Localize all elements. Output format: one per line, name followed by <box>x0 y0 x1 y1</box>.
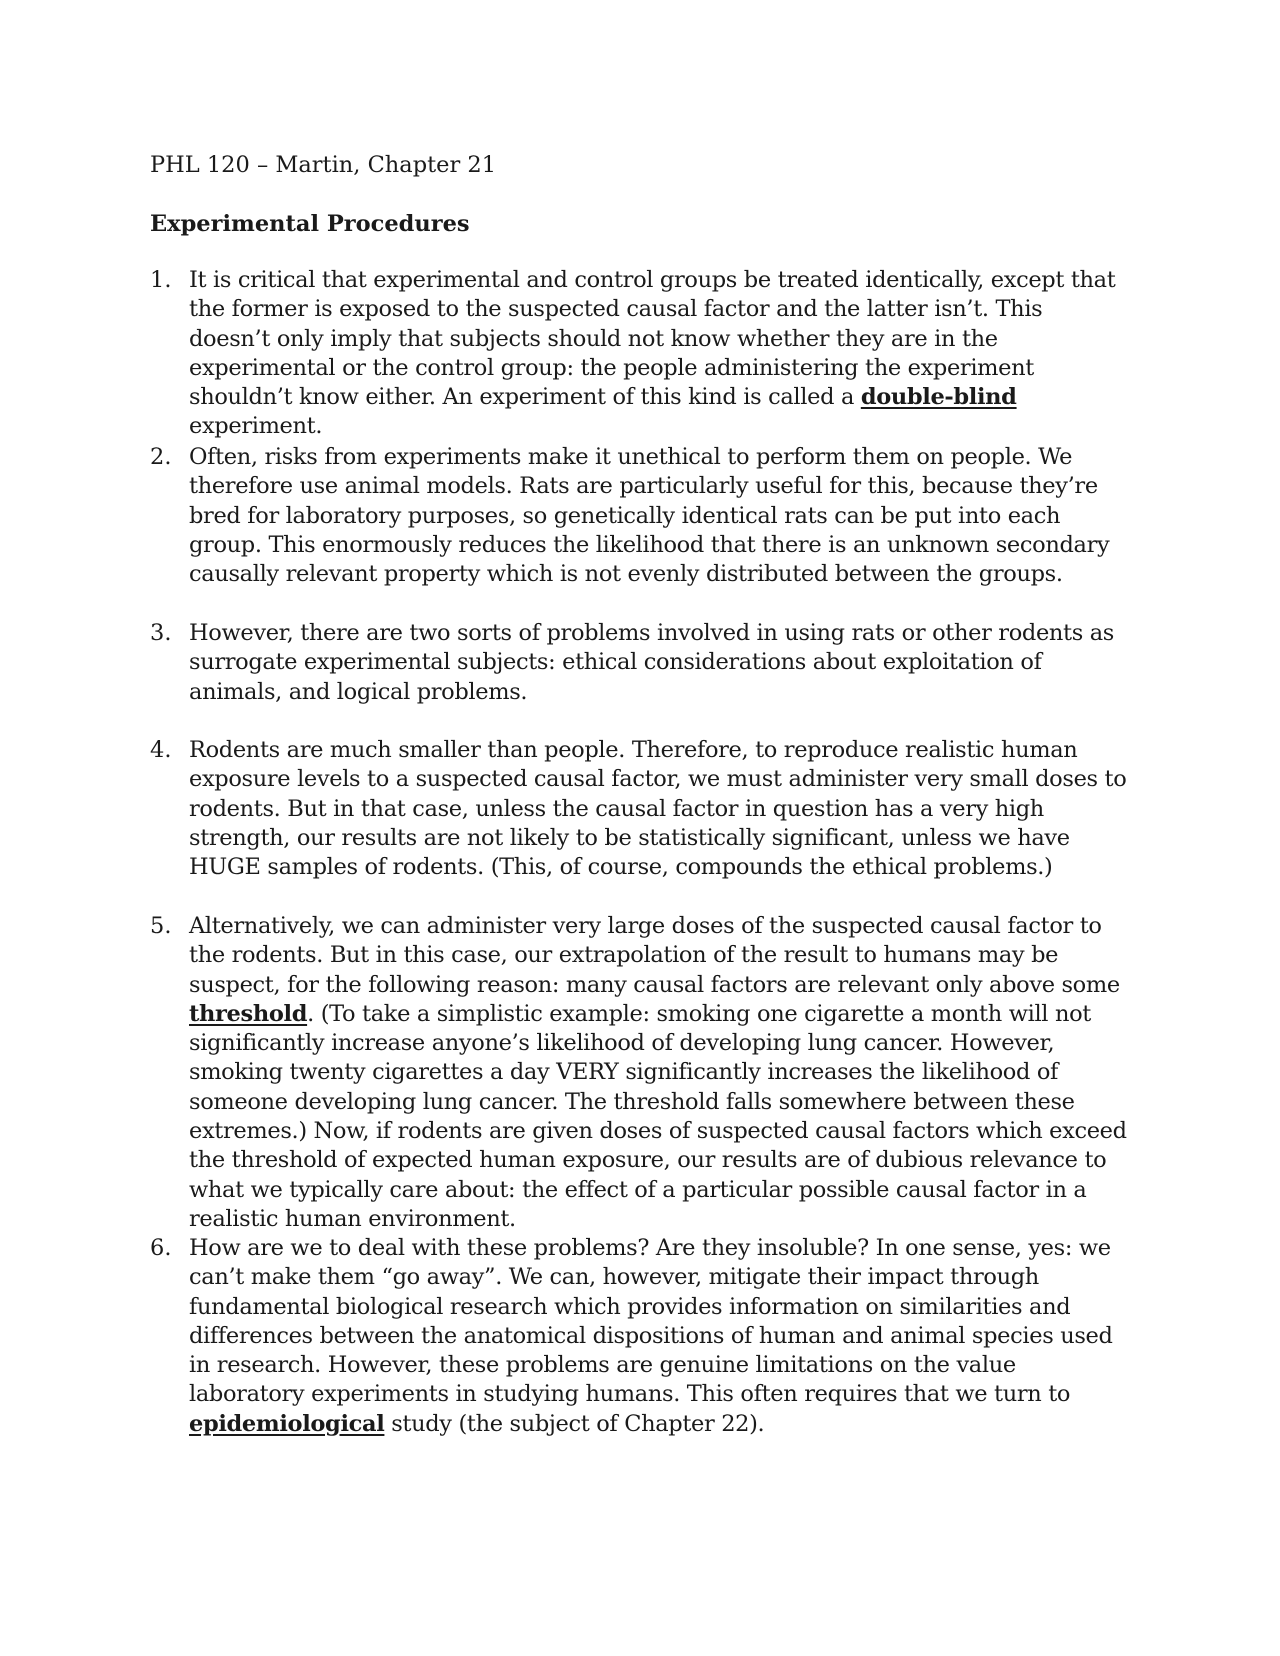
item-text: Rodents are much smaller than people. Therefore, to reproduce realistic human exposure levels to a suspected causal factor, we must administer very small doses to rodents. But in that case, unless the causal factor in question has a very high strength, our results are not likely to be statistically significant, unless we have HUGE samples of rodents. (This, of course, compounds the ethical problems.) <box>189 737 1127 881</box>
item-text: Often, risks from experiments make it unethical to perform them on people. We therefore use animal models. Rats are particularly useful for this, because they’re bred for laboratory purposes, so genetically identical rats can be put into each group. This enormously reduces the likelihood that there is an unknown secondary causally relevant property which is not evenly distributed between the groups. <box>189 444 1110 588</box>
item-number: 5. <box>150 913 172 939</box>
item-text <box>189 912 1129 1234</box>
item-text-after: . (To take a simplistic example: smoking one cigarette a month will not significantly increase anyone’s likelihood of developing lung cancer. However, smoking twenty cigarettes a day VERY significantly increases the likelihood of someone developing lung cancer. The threshold falls somewhere between these extremes.) Now, if rodents are given doses of suspected causal factors which exceed the threshold of expected human exposure, our results are of dubious relevance to what we typically care about: the effect of a particular possible causal factor in a realistic human environment. <box>189 1000 1127 1232</box>
item-text-after: study (the subject of Chapter 22). <box>384 1410 765 1437</box>
item-text-before: Alternatively, we can administer very large doses of the suspected causal factor to the rodents. But in this case, our extrapolation of the result to humans may be suspect, for the following reason: many causal factors are relevant only above some <box>189 913 1120 998</box>
item-text-after: experiment. <box>189 413 323 440</box>
item-number: 1. <box>150 267 172 293</box>
item-text: However, there are two sorts of problems involved in using rats or other rodents as surrogate experimental subjects: ethical considerations about exploitation of animals, and logical problems. <box>189 620 1115 705</box>
item-number: 4. <box>150 737 172 763</box>
course-header: PHL 120 – Martin, Chapter 21 <box>150 152 497 178</box>
item-text <box>189 1234 1129 1439</box>
item-number: 3. <box>150 620 172 646</box>
key-term: threshold <box>189 1000 308 1027</box>
item-number: 6. <box>150 1235 172 1261</box>
item-number: 2. <box>150 444 172 470</box>
key-term: double-blind <box>860 384 1017 411</box>
item-text <box>189 266 1129 442</box>
key-term: epidemiological <box>189 1410 385 1437</box>
section-title: Experimental Procedures <box>150 211 470 237</box>
item-text-before: How are we to deal with these problems? Are they insoluble? In one sense, yes: we can’t make them “go away”. We can, however, mitigate their impact through fundamental biological research which provides information on similarities and differences between the anatomical dispositions of human and animal species used in research. However, these problems are genuine limitations on the value laboratory experiments in studying humans. This often requires that we turn to <box>189 1235 1113 1408</box>
item-text-before: It is critical that experimental and control groups be treated identically, except that the former is exposed to the suspected causal factor and the latter isn’t. This doesn’t only imply that subjects should not know whether they are in the experimental or the control group: the people administering the experiment shouldn’t know either. An experiment of this kind is called a <box>189 267 1116 411</box>
